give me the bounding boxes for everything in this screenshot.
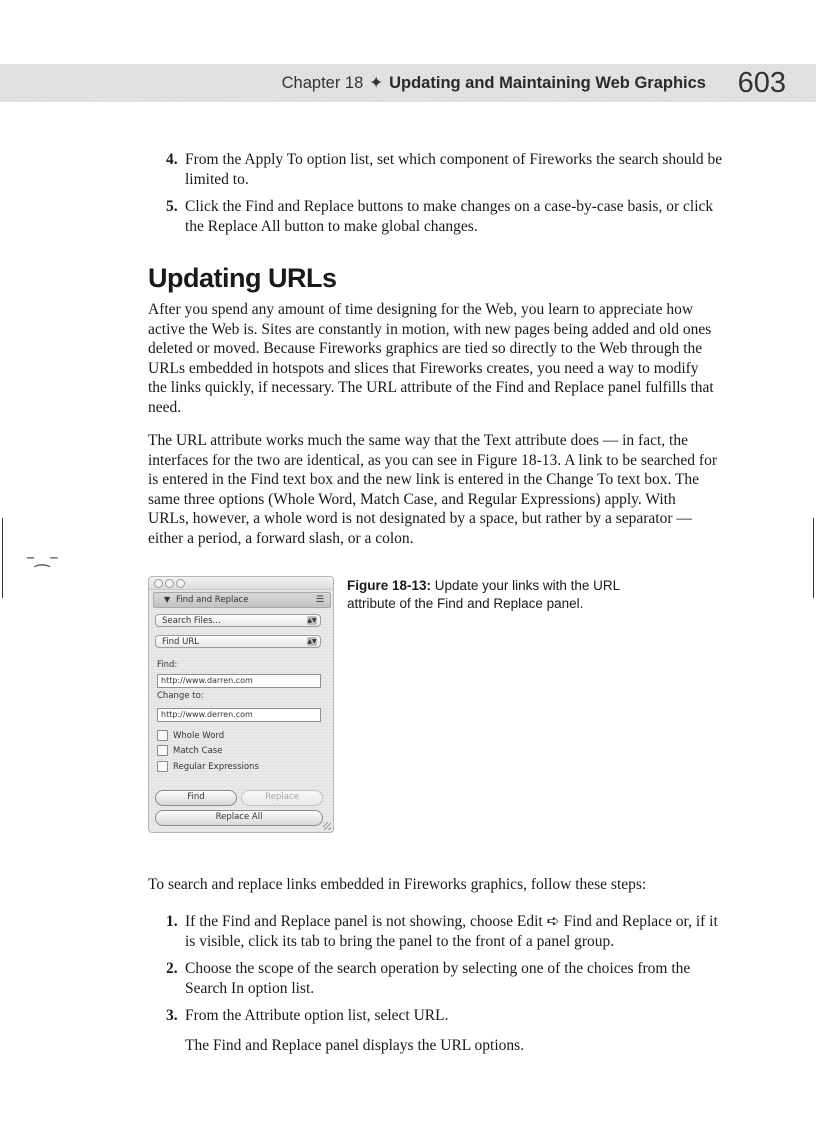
step-number: 5.: [166, 198, 178, 215]
checkbox-label: Regular Expressions: [173, 762, 259, 772]
whole-word-checkbox[interactable]: [157, 730, 224, 742]
step-number: 3.: [166, 1007, 178, 1024]
checkbox-label: Match Case: [173, 746, 223, 756]
checkbox-icon: [157, 730, 168, 741]
header-separator: ✦: [369, 74, 384, 92]
chevron-updown-icon: ▲▼: [307, 617, 317, 624]
figure-label: Figure 18-13:: [347, 578, 432, 593]
running-header: [282, 71, 706, 95]
match-case-checkbox[interactable]: [157, 745, 222, 757]
find-replace-panel-screenshot: [148, 576, 334, 833]
find-label: Find:: [157, 660, 178, 670]
panel-options-menu-icon[interactable]: ☰: [315, 595, 324, 605]
minimize-window-icon[interactable]: [165, 579, 174, 588]
figure-caption: [347, 577, 647, 613]
step-text: Click the Find and Replace buttons to make changes on a case-by-case basis, or click the Replace All button to make global changes.: [185, 198, 714, 235]
panel-tab-label: Find and Replace: [176, 595, 249, 605]
resize-grip-icon[interactable]: [323, 822, 331, 830]
change-to-input[interactable]: http://www.derren.com: [157, 708, 321, 722]
body-paragraph: After you spend any amount of time designing for the Web, you learn to appreciate how active the Web is. Sites are constantly in motion, with new pages being added and old ones deleted or moved. Because Fireworks graphics are tied so directly to the Web through the URLs embedded in hotspots and slices that Fireworks creates, you need a way to modify the links quickly, if necessary. The URL attribute of the Find and Replace panel fulfills that need.: [148, 301, 714, 416]
list-item: [166, 150, 726, 189]
attribute-select[interactable]: [155, 635, 321, 648]
step-text: From the Apply To option list, set which component of Fireworks the search should be limited to.: [185, 151, 723, 188]
steps-list-bottom: [166, 912, 726, 1063]
find-button[interactable]: Find: [155, 790, 237, 806]
collapse-triangle-icon[interactable]: ▼: [164, 595, 171, 604]
step-text: From the Attribute option list, select URL.: [185, 1007, 449, 1024]
list-item: [166, 912, 726, 951]
close-window-icon[interactable]: [154, 579, 163, 588]
search-in-value: Search Files...: [162, 616, 221, 626]
checkbox-icon: [157, 745, 168, 756]
replace-all-button[interactable]: Replace All: [155, 810, 323, 826]
replace-button[interactable]: Replace: [241, 790, 323, 806]
crop-mark: [813, 518, 814, 598]
step-result-note: The Find and Replace panel displays the URL options.: [185, 1036, 525, 1054]
regular-expressions-checkbox[interactable]: [157, 761, 259, 773]
checkbox-label: Whole Word: [173, 731, 225, 741]
chapter-label: Chapter 18: [281, 74, 364, 92]
figure-caption-text: Update your links with the URL attribute of the Find and Replace panel.: [347, 578, 620, 611]
registration-mark: –⁔–: [26, 547, 59, 568]
list-item: [166, 1006, 726, 1055]
step-number: 2.: [166, 960, 178, 977]
chevron-updown-icon: ▲▼: [307, 638, 317, 645]
search-in-select[interactable]: [155, 614, 321, 627]
list-item: [166, 959, 726, 998]
step-number: 4.: [166, 151, 178, 168]
page-number: 603: [737, 67, 786, 99]
panel-titlebar: [149, 577, 333, 590]
step-text: If the Find and Replace panel is not showing, choose Edit ➪ Find and Replace or, if it is visible, click its tab to bring the panel to the front of a panel group.: [185, 913, 718, 950]
step-text: Choose the scope of the search operation by selecting one of the choices from the Search In option list.: [185, 960, 691, 997]
find-input[interactable]: http://www.darren.com: [157, 674, 321, 688]
steps-intro: To search and replace links embedded in Fireworks graphics, follow these steps:: [148, 876, 647, 893]
section-heading: Updating URLs: [148, 263, 337, 293]
checkbox-icon: [157, 761, 168, 772]
crop-mark: [2, 518, 3, 598]
attribute-value: Find URL: [162, 637, 199, 647]
list-item: [166, 197, 726, 236]
change-to-label: Change to:: [157, 691, 204, 701]
step-number: 1.: [166, 913, 178, 930]
steps-list-top: [166, 150, 726, 244]
section-title: Updating and Maintaining Web Graphics: [389, 74, 706, 92]
zoom-window-icon[interactable]: [176, 579, 185, 588]
body-paragraph: The URL attribute works much the same way that the Text attribute does — in fact, the interfaces for the two are identical, as you can see in Figure 18-13. A link to be searched for is entered in the Find text box and the new link is entered in the Change To text box. The same three options (Whole Word, Match Case, and Regular Expressions) apply. With URLs, however, a whole word is not designated by a space, but rather by a separator — either a period, a forward slash, or a colon.: [148, 432, 717, 547]
panel-tab-find-replace[interactable]: [153, 592, 331, 608]
